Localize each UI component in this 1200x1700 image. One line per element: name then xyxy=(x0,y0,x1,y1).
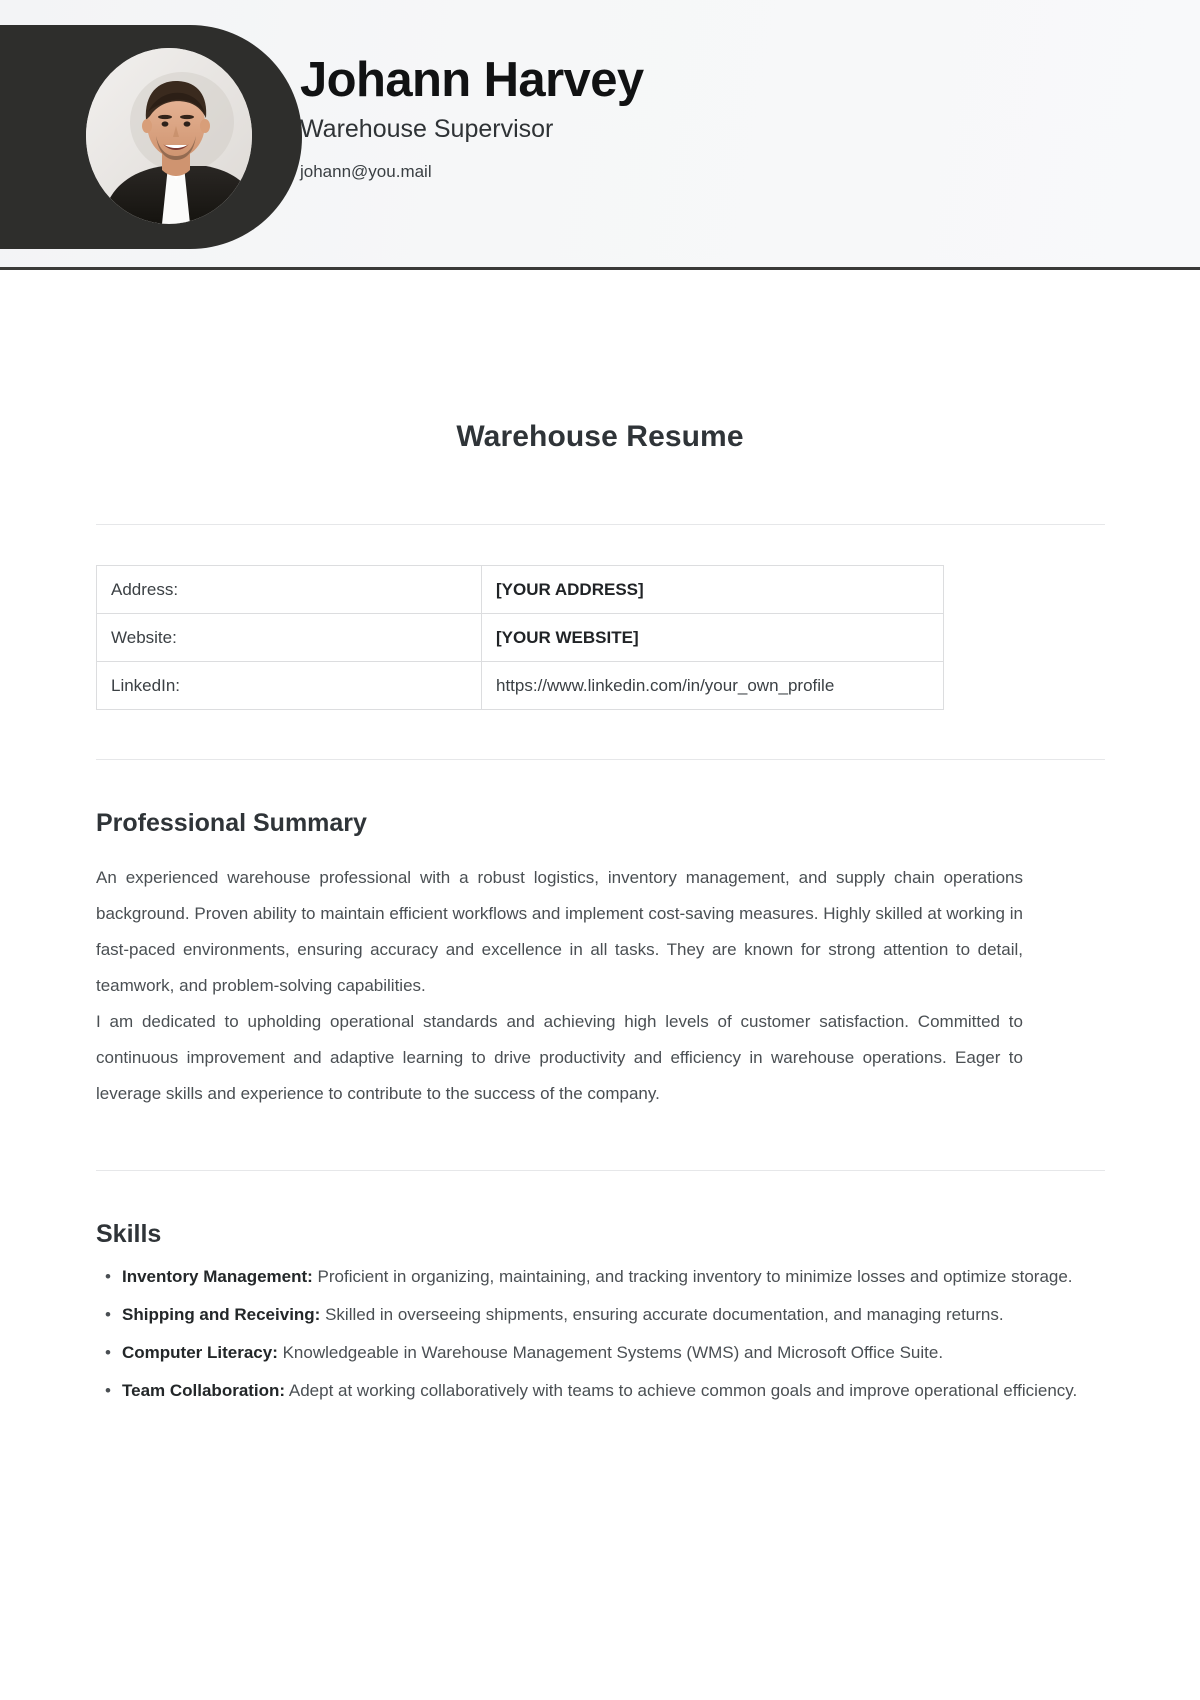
profile-photo-icon xyxy=(86,48,252,224)
list-item xyxy=(122,1335,1078,1371)
section-title-summary: Professional Summary xyxy=(96,809,367,837)
resume-body xyxy=(0,270,1200,1409)
skill-text: Knowledgeable in Warehouse Management Systems (WMS) and Microsoft Office Suite. xyxy=(277,1343,944,1363)
table-row xyxy=(97,566,944,614)
table-row xyxy=(97,662,944,710)
skill-term: Shipping and Receiving: xyxy=(122,1305,321,1325)
page-title: Warehouse Resume xyxy=(456,420,744,453)
table-row xyxy=(97,614,944,662)
contact-info-table xyxy=(96,565,944,710)
avatar xyxy=(86,48,252,224)
summary-paragraph-1: An experienced warehouse professional with a robust logistics, inventory management, and supply chain operations background. Proven ability to maintain efficient workflows and implement cost-saving measures. Highly skilled at working in fast-paced environments, ensuring accuracy and excellence in all tasks. They are known for strong attention to detail, teamwork, and problem-solving capabilities. xyxy=(96,868,1023,996)
skill-text: Adept at working collaboratively with teams to achieve common goals and improve operational efficiency. xyxy=(285,1381,1078,1401)
contact-value-website: [YOUR WEBSITE] xyxy=(482,614,944,662)
skill-term: Team Collaboration: xyxy=(122,1381,286,1401)
section-skills xyxy=(96,1171,1105,1409)
header-inner xyxy=(0,0,1200,267)
contact-table-wrap xyxy=(96,525,1200,710)
person-email: johann@you.mail xyxy=(300,162,432,182)
contact-value-address: [YOUR ADDRESS] xyxy=(482,566,944,614)
list-item xyxy=(122,1297,1078,1333)
list-item xyxy=(122,1259,1078,1295)
contact-label-website: Website: xyxy=(97,614,482,662)
section-professional-summary xyxy=(96,760,1105,1112)
contact-value-linkedin[interactable]: https://www.linkedin.com/in/your_own_profile xyxy=(482,662,944,710)
section-title-skills: Skills xyxy=(96,1220,162,1249)
person-name: Johann Harvey xyxy=(300,53,644,107)
resume-header xyxy=(0,0,1200,270)
skill-text: Skilled in overseeing shipments, ensuring accurate documentation, and managing returns. xyxy=(320,1305,1004,1325)
skills-list xyxy=(96,1259,1078,1409)
list-item xyxy=(122,1373,1078,1409)
summary-paragraph-2: I am dedicated to upholding operational standards and achieving high levels of customer satisfaction. Committed to continuous improvement and adaptive learning to drive productivity and efficiency in warehouse operations. Eager to leverage skills and experience to contribute to the success of the company. xyxy=(96,1012,1023,1104)
skill-term: Computer Literacy: xyxy=(122,1343,278,1363)
person-role: Warehouse Supervisor xyxy=(300,115,554,144)
contact-label-address: Address: xyxy=(97,566,482,614)
skill-text: Proficient in organizing, maintaining, and tracking inventory to minimize losses and optimize storage. xyxy=(312,1267,1073,1287)
skill-term: Inventory Management: xyxy=(122,1267,313,1287)
contact-info-table-body xyxy=(97,566,944,710)
header-text-block xyxy=(300,55,1120,183)
contact-label-linkedin: LinkedIn: xyxy=(97,662,482,710)
